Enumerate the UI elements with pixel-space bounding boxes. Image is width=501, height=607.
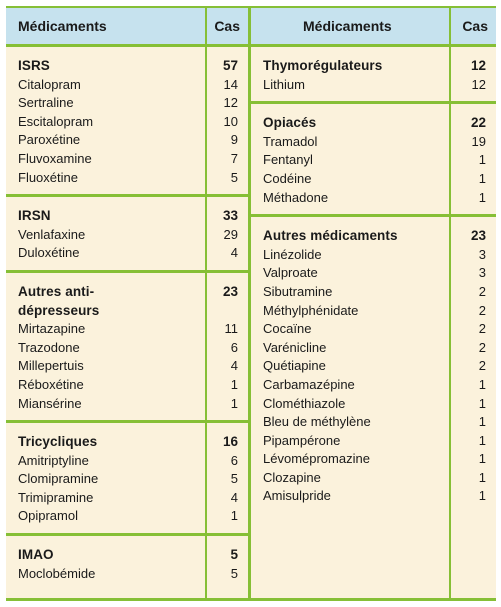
drug-class-header (6, 433, 248, 452)
table-row (6, 489, 248, 508)
drug-class-title-line2: dépresseurs (18, 302, 100, 318)
drug-class-header (6, 546, 248, 565)
drug-class-header-continued (6, 302, 248, 321)
header-medicaments-right: Médicaments (303, 18, 392, 34)
drug-class-section (6, 423, 248, 536)
table-row (251, 376, 496, 395)
case-count: 1 (478, 451, 486, 467)
drug-name: Lithium (263, 76, 305, 92)
drug-name: Tramadol (263, 133, 318, 149)
drug-class-header (6, 57, 248, 76)
drug-name: Miansérine (18, 395, 82, 411)
case-count: 5 (230, 565, 238, 581)
left-column (6, 47, 248, 590)
drug-name: Duloxétine (18, 245, 80, 261)
drug-class-title: IMAO (18, 547, 54, 563)
case-count: 6 (230, 452, 238, 468)
table-row (6, 113, 248, 132)
drug-class-total-spacer (208, 302, 248, 321)
drug-class-section (6, 536, 248, 590)
drug-name: Amisulpride (263, 488, 331, 504)
case-count: 1 (230, 376, 238, 392)
drug-name: Varénicline (263, 339, 327, 355)
case-count: 11 (224, 321, 238, 337)
header-cas-right: Cas (462, 18, 488, 34)
drug-class-section (251, 104, 496, 217)
case-count: 3 (478, 246, 486, 262)
table-row (251, 264, 496, 283)
table-row (6, 94, 248, 113)
case-count: 5 (230, 471, 238, 487)
drug-class-section (251, 47, 496, 104)
drug-name: Fentanyl (263, 152, 313, 168)
table-row (251, 320, 496, 339)
case-count: 9 (230, 132, 238, 148)
drug-class-title: Autres anti- (18, 283, 95, 299)
case-count: 1 (478, 432, 486, 448)
drug-class-total: 57 (222, 58, 238, 73)
table-row (6, 76, 248, 95)
drug-name: Fluoxétine (18, 169, 78, 185)
case-count: 2 (478, 321, 486, 337)
case-count: 2 (478, 358, 486, 374)
table-row (251, 357, 496, 376)
drug-name: Amitriptyline (18, 452, 89, 468)
drug-name: Citalopram (18, 76, 81, 92)
drug-name: Sertraline (18, 95, 74, 111)
table-row (6, 169, 248, 188)
case-count: 1 (478, 395, 486, 411)
drug-class-header (251, 57, 496, 76)
drug-class-section (251, 217, 496, 513)
drug-class-header (6, 283, 248, 302)
drug-name: Clométhiazole (263, 395, 346, 411)
table-row (6, 339, 248, 358)
drug-name: Pipampérone (263, 432, 341, 448)
drug-name: Carbamazépine (263, 376, 355, 392)
case-count: 7 (230, 150, 238, 166)
drug-name: Méthadone (263, 189, 329, 205)
drug-name: Trimipramine (18, 489, 94, 505)
drug-class-section (6, 273, 248, 423)
drug-class-title: IRSN (18, 208, 51, 224)
table-row (251, 339, 496, 358)
table-row (251, 450, 496, 469)
drug-class-total: 23 (222, 283, 238, 299)
table-row (251, 302, 496, 321)
case-count: 1 (478, 152, 486, 168)
drug-name: Linézolide (263, 246, 322, 262)
drug-name: Quétiapine (263, 358, 326, 374)
case-count: 1 (478, 189, 486, 205)
drug-class-title: Opiacés (263, 115, 317, 131)
drug-name: Clomipramine (18, 471, 99, 487)
drug-name: Moclobémide (18, 565, 96, 581)
case-count: 12 (223, 95, 238, 111)
drug-class-header (251, 114, 496, 133)
drug-name: Fluvoxamine (18, 150, 92, 166)
table-row (6, 244, 248, 263)
drug-class-total: 33 (222, 208, 238, 224)
table-row (6, 376, 248, 395)
case-count: 1 (478, 414, 486, 430)
table-row (251, 432, 496, 451)
case-count: 19 (471, 133, 486, 149)
table-row (251, 189, 496, 208)
drug-class-header (6, 207, 248, 226)
drug-class-title: Thymorégulateurs (263, 58, 383, 73)
case-count: 29 (223, 226, 238, 242)
drug-name: Opipramol (18, 508, 78, 524)
drug-name: Millepertuis (18, 358, 84, 374)
drug-name: Escitalopram (18, 113, 94, 129)
table-row (6, 320, 248, 339)
table-row (6, 395, 248, 414)
table-row (6, 507, 248, 526)
drug-name: Codéine (263, 170, 312, 186)
case-count: 4 (230, 245, 238, 261)
table-header-left (6, 8, 248, 44)
drug-name: Mirtazapine (18, 321, 86, 337)
drug-class-section (6, 197, 248, 273)
case-count: 1 (478, 170, 486, 186)
case-count: 2 (478, 339, 486, 355)
table-row (251, 283, 496, 302)
drug-table (6, 6, 496, 601)
case-count: 1 (230, 508, 238, 524)
case-count: 10 (223, 113, 238, 129)
table-row (251, 487, 496, 506)
table-row (6, 150, 248, 169)
drug-class-section (6, 47, 248, 197)
drug-class-total: 23 (470, 228, 486, 244)
case-count: 14 (223, 76, 238, 92)
drug-name: Paroxétine (18, 132, 81, 148)
drug-name: Venlafaxine (18, 226, 86, 242)
table-row (251, 395, 496, 414)
table-row (251, 151, 496, 170)
case-count: 1 (478, 469, 486, 485)
drug-class-header (251, 227, 496, 246)
case-count: 4 (230, 489, 238, 505)
drug-name: Réboxétine (18, 376, 84, 392)
case-count: 2 (478, 302, 486, 318)
drug-class-total: 16 (222, 434, 238, 450)
case-count: 12 (471, 76, 486, 92)
drug-class-title: Autres médicaments (263, 228, 398, 244)
drug-class-title: ISRS (18, 58, 50, 73)
table-row (251, 76, 496, 95)
table-row (6, 226, 248, 245)
table-row (251, 170, 496, 189)
case-count: 3 (478, 265, 486, 281)
table-row (6, 357, 248, 376)
case-count: 1 (230, 395, 238, 411)
drug-name: Bleu de méthylène (263, 414, 371, 430)
table-row (251, 469, 496, 488)
right-column (251, 47, 496, 513)
drug-name: Méthylphénidate (263, 302, 359, 318)
case-count: 1 (478, 488, 486, 504)
table-row (251, 413, 496, 432)
drug-class-total: 5 (230, 547, 238, 563)
case-count: 1 (478, 376, 486, 392)
drug-class-title: Tricycliques (18, 434, 98, 450)
table-row (6, 565, 248, 584)
drug-class-total: 22 (470, 115, 486, 131)
drug-name: Valproate (263, 265, 318, 281)
table-row (6, 131, 248, 150)
drug-name: Sibutramine (263, 283, 333, 299)
table-row (6, 452, 248, 471)
drug-class-total: 12 (470, 58, 486, 73)
case-count: 5 (230, 169, 238, 185)
table-header-right (251, 8, 496, 44)
header-cas-left: Cas (214, 18, 240, 34)
table-row (251, 133, 496, 152)
header-medicaments-left: Médicaments (18, 18, 107, 34)
table-row (251, 246, 496, 265)
drug-name: Trazodone (18, 339, 80, 355)
case-count: 4 (230, 358, 238, 374)
drug-name: Lévomépromazine (263, 451, 370, 467)
drug-name: Cocaïne (263, 321, 312, 337)
drug-name: Clozapine (263, 469, 321, 485)
case-count: 2 (478, 283, 486, 299)
table-row (6, 470, 248, 489)
case-count: 6 (230, 339, 238, 355)
